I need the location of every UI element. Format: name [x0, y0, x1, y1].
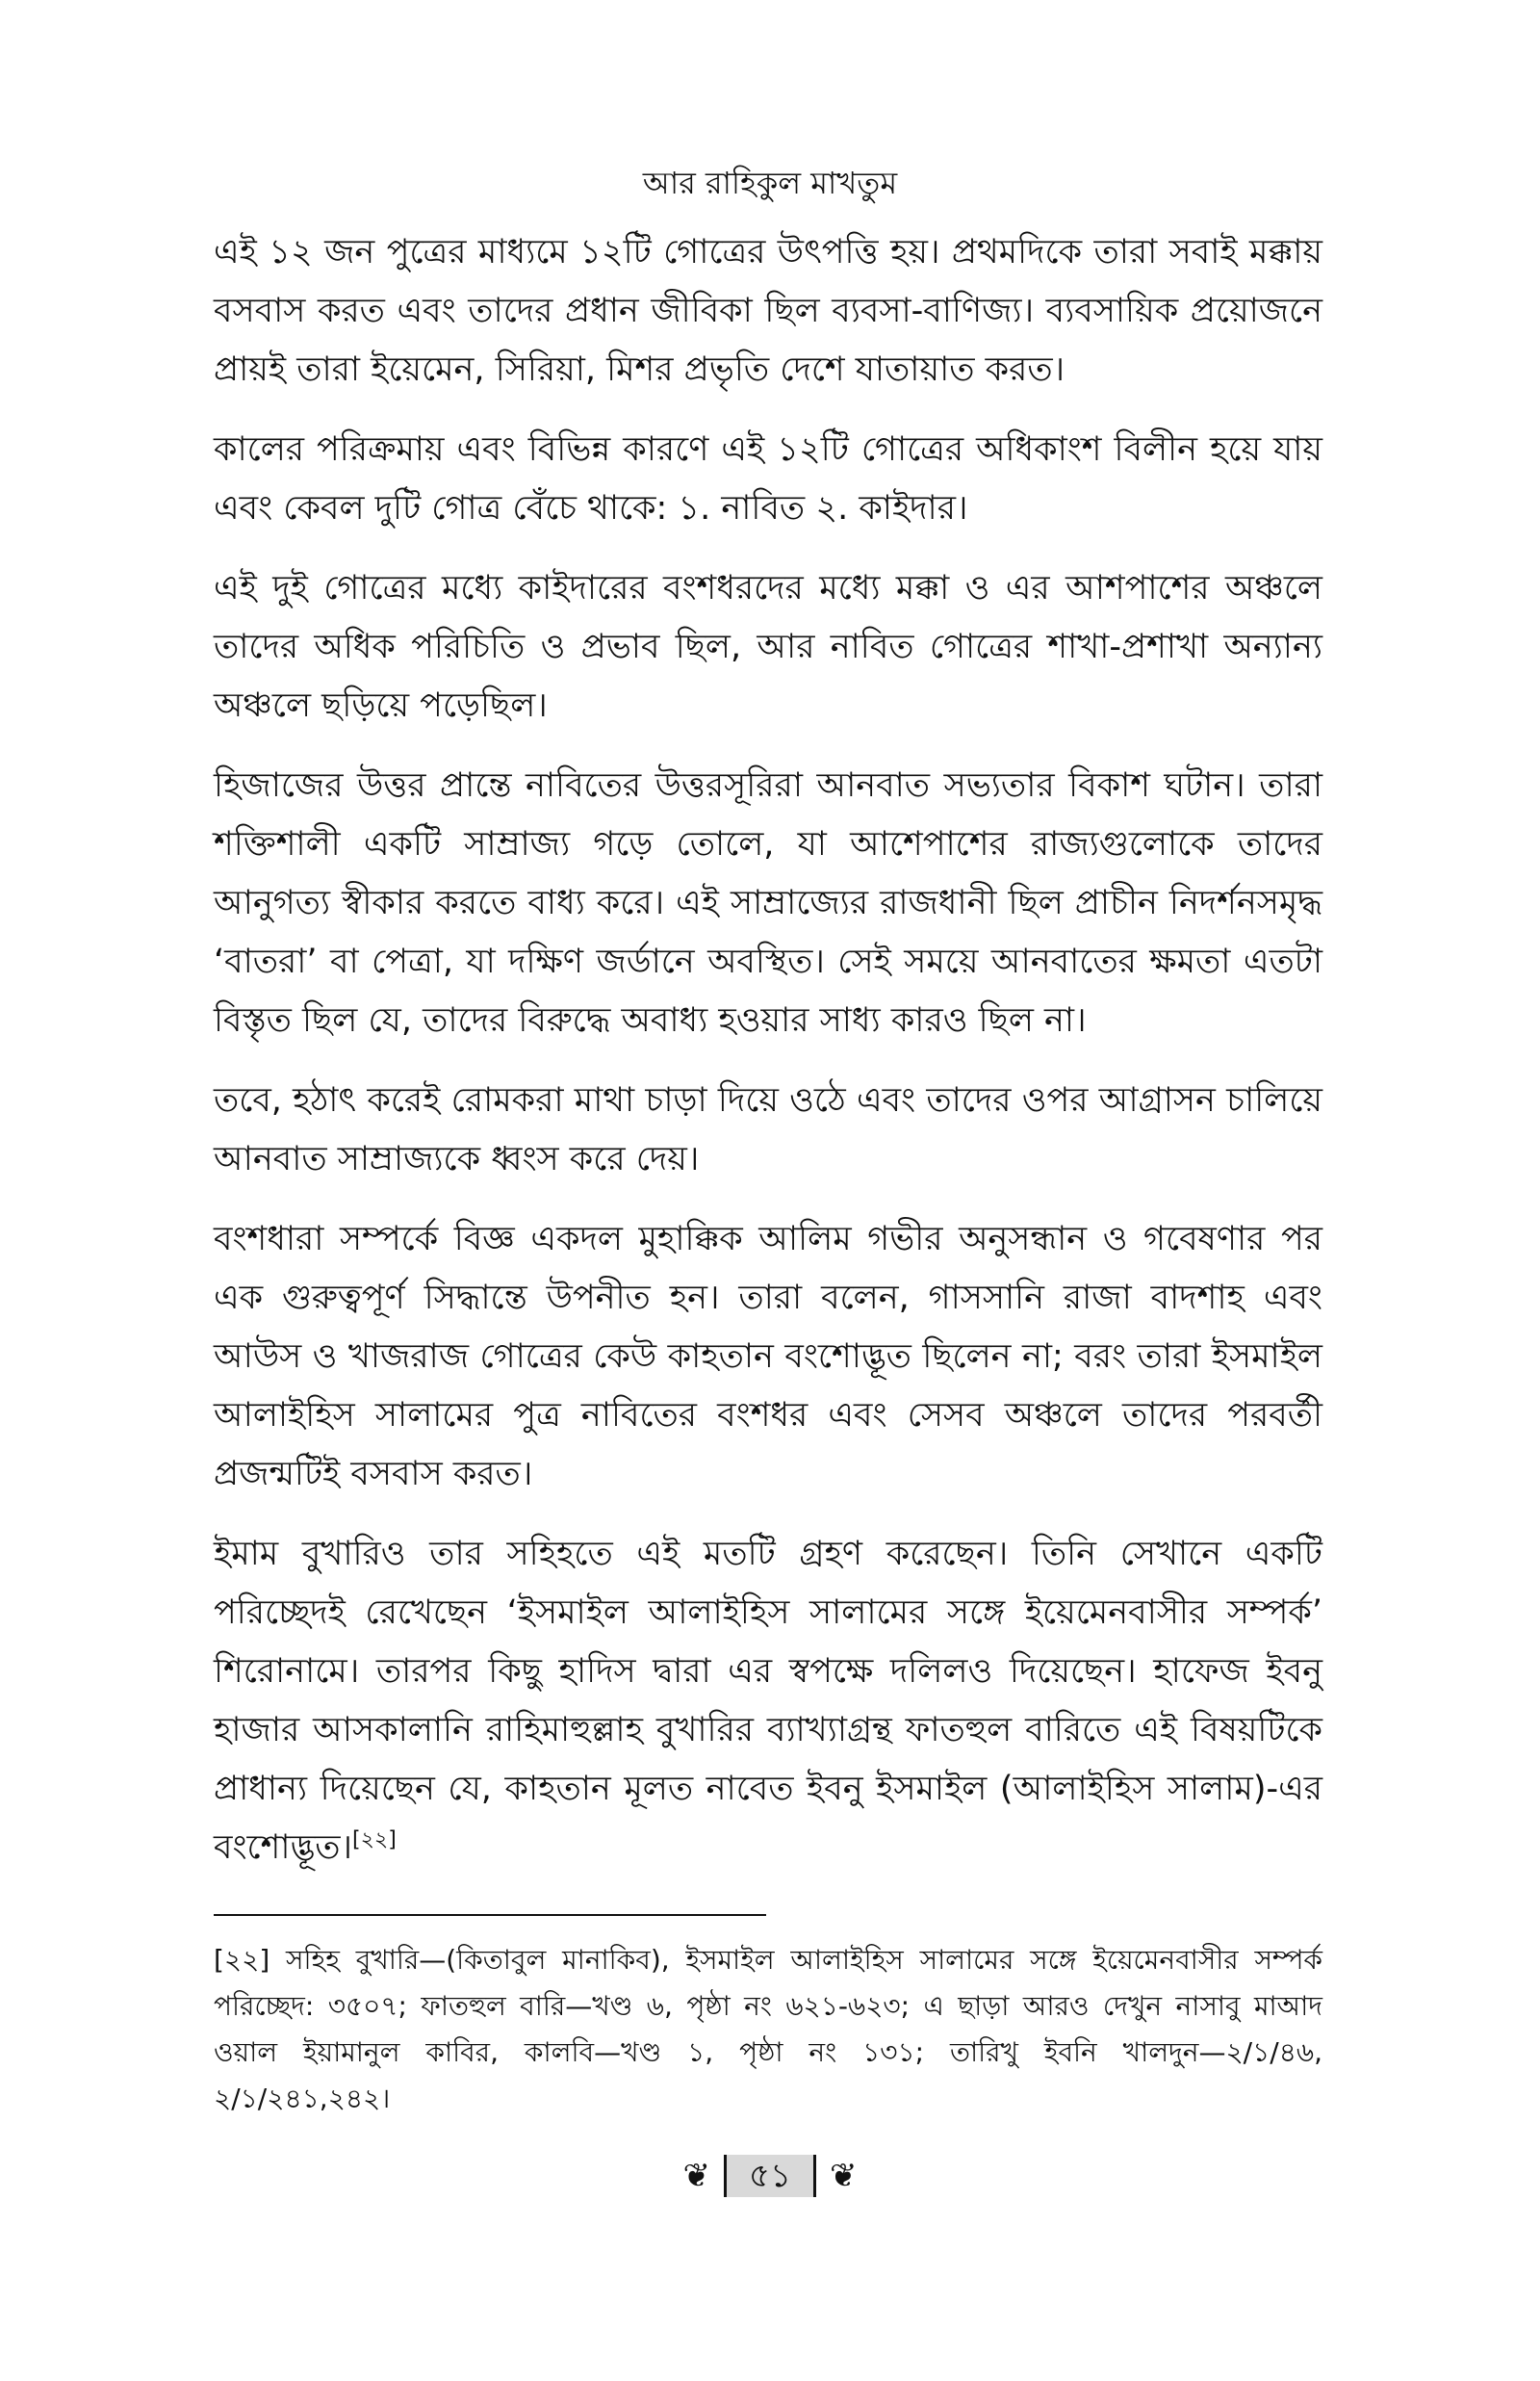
paragraph-6: বংশধারা সম্পর্কে বিজ্ঞ একদল মুহাক্কিক আলিম গভীর অনুসন্ধান ও গবেষণার পর এক গুরুত্বপূর্ণ সিদ্ধান্তে উপনীত হন। তারা বলেন, গাসসানি রাজা বাদশাহ এবং আউস ও খাজরাজ গোত্রের কেউ কাহতান বংশোদ্ভূত ছিলেন না; বরং তারা ইসমাইল আলাইহিস সালামের পুত্র নাবিতের বংশধর এবং সেসব অঞ্চলে তাদের পরবর্তী প্রজন্মটিই বসবাস করত।	[214, 1220, 1322, 1493]
footnote-divider	[214, 1914, 766, 1916]
footnote: [২২] সহিহ বুখারি—(কিতাবুল মানাকিব), ইসমাইল আলাইহিস সালামের সঙ্গে ইয়েমেনবাসীর সম্পর্ক পরিচ্ছেদ: ৩৫০৭; ফাতহুল বারি—খণ্ড ৬, পৃষ্ঠা নং ৬২১-৬২৩; এ ছাড়া আরও দেখুন নাসাবু মাআদ ওয়াল ইয়ামানুল কাবির, কালবি—খণ্ড ১, পৃষ্ঠা নং ১৩১; তারিখু ইবনি খালদুন—২/১/৪৬, ২/১/২৪১,২৪২।	[214, 1944, 1322, 2114]
paragraph-3: এই দুই গোত্রের মধ্যে কাইদারের বংশধরদের মধ্যে মক্কা ও এর আশপাশের অঞ্চলে তাদের অধিক পরিচিতি ও প্রভাব ছিল, আর নাবিত গোত্রের শাখা-প্রশাখা অন্যান্য অঞ্চলে ছড়িয়ে পড়েছিল।	[214, 569, 1322, 725]
ornament-right-icon: ❦	[830, 2157, 858, 2195]
paragraph-1: এই ১২ জন পুত্রের মাধ্যমে ১২টি গোত্রের উৎপত্তি হয়। প্রথমদিকে তারা সবাই মক্কায় বসবাস করত এবং তাদের প্রধান জীবিকা ছিল ব্যবসা-বাণিজ্য। ব্যবসায়িক প্রয়োজনে প্রায়ই তারা ইয়েমেন, সিরিয়া, মিশর প্রভৃতি দেশে যাতায়াত করত।	[214, 233, 1322, 389]
ornament-left-icon: ❦	[682, 2157, 710, 2195]
paragraph-5: তবে, হঠাৎ করেই রোমকরা মাথা চাড়া দিয়ে ওঠে এবং তাদের ওপর আগ্রাসন চালিয়ে আনবাত সাম্রাজ্যকে ধ্বংস করে দেয়।	[214, 1081, 1322, 1178]
paragraph-7	[214, 1525, 1322, 1877]
paragraph-2: কালের পরিক্রমায় এবং বিভিন্ন কারণে এই ১২টি গোত্রের অধিকাংশ বিলীন হয়ে যায় এবং কেবল দুটি গোত্র বেঁচে থাকে: ১. নাবিত ২. কাইদার।	[214, 430, 1322, 528]
page-folio	[0, 2155, 1540, 2197]
body-text	[214, 223, 1322, 1899]
page-number: ৫১	[724, 2155, 816, 2197]
footnote-reference[interactable]: [২২]	[352, 1827, 397, 1852]
paragraph-7-text: ইমাম বুখারিও তার সহিহতে এই মতটি গ্রহণ করেছেন। তিনি সেখানে একটি পরিচ্ছেদই রেখেছেন ‘ইসমাইল আলাইহিস সালামের সঙ্গে ইয়েমেনবাসীর সম্পর্ক’ শিরোনামে। তারপর কিছু হাদিস দ্বারা এর স্বপক্ষে দলিলও দিয়েছেন। হাফেজ ইবনু হাজার আসকালানি রাহিমাহুল্লাহ বুখারির ব্যাখ্যাগ্রন্থ ফাতহুল বারিতে এই বিষয়টিকে প্রাধান্য দিয়েছেন যে, কাহতান মূলত নাবেত ইবনু ইসমাইল (আলাইহিস সালাম)-এর বংশোদ্ভূত।	[214, 1535, 1322, 1867]
paragraph-4: হিজাজের উত্তর প্রান্তে নাবিতের উত্তরসূরিরা আনবাত সভ্যতার বিকাশ ঘটান। তারা শক্তিশালী একটি সাম্রাজ্য গড়ে তোলে, যা আশেপাশের রাজ্যগুলোকে তাদের আনুগত্য স্বীকার করতে বাধ্য করে। এই সাম্রাজ্যের রাজধানী ছিল প্রাচীন নিদর্শনসমৃদ্ধ ‘বাতরা’ বা পেত্রা, যা দক্ষিণ জর্ডানে অবস্থিত। সেই সময়ে আনবাতের ক্ষমতা এতটা বিস্তৃত ছিল যে, তাদের বিরুদ্ধে অবাধ্য হওয়ার সাধ্য কারও ছিল না।	[214, 766, 1322, 1040]
running-head: আর রাহিকুল মাখতুম	[642, 165, 898, 201]
